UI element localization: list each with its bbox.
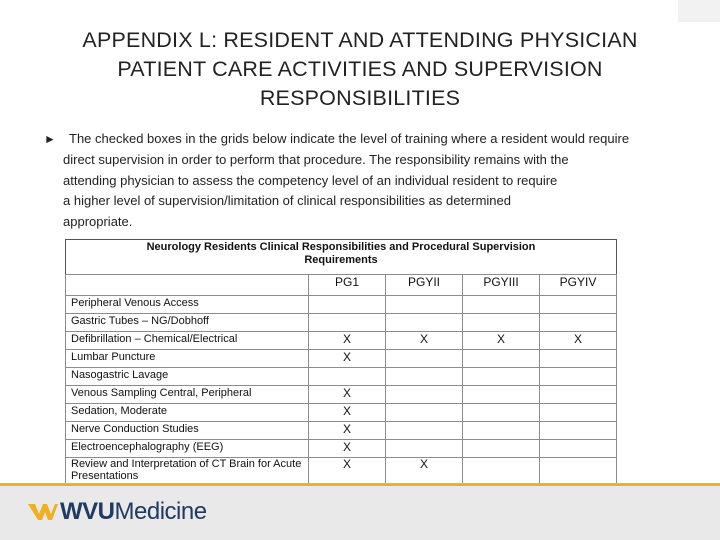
bullet-text-line: direct supervision in order to perform that procedure. The responsibility remains with the bbox=[63, 151, 569, 167]
mark-cell: X bbox=[309, 332, 386, 350]
wvu-medicine-logo bbox=[28, 498, 207, 526]
mark-cell bbox=[540, 314, 617, 332]
mark-cell: X bbox=[309, 350, 386, 368]
mark-cell bbox=[309, 314, 386, 332]
mark-cell: X bbox=[386, 332, 463, 350]
mark-cell bbox=[309, 296, 386, 314]
mark-cell bbox=[540, 296, 617, 314]
table-row bbox=[66, 296, 617, 314]
bullet-text-line: appropriate. bbox=[63, 214, 133, 230]
mark-cell bbox=[540, 404, 617, 422]
mark-cell bbox=[386, 386, 463, 404]
grid-header-row bbox=[66, 275, 617, 296]
mark-cell bbox=[386, 422, 463, 440]
mark-cell bbox=[540, 350, 617, 368]
mark-cell bbox=[386, 368, 463, 386]
header-cell-pgy2: PGYII bbox=[386, 275, 463, 296]
procedure-cell: Venous Sampling Central, Peripheral bbox=[66, 386, 309, 404]
table-row bbox=[66, 368, 617, 386]
footer-accent-band bbox=[0, 483, 720, 486]
mark-cell bbox=[386, 404, 463, 422]
mark-cell bbox=[386, 314, 463, 332]
title-line: APPENDIX L: RESIDENT AND ATTENDING PHYSICIAN bbox=[82, 28, 638, 52]
mark-cell: X bbox=[309, 422, 386, 440]
mark-cell bbox=[386, 296, 463, 314]
bullet-text-line: a higher level of supervision/limitation of clinical responsibilities as determined bbox=[63, 193, 511, 209]
bullet-text-line: attending physician to assess the competency level of an individual resident to require bbox=[63, 172, 558, 188]
page-title bbox=[30, 26, 690, 113]
supervision-grid bbox=[65, 239, 617, 490]
mark-cell: X bbox=[309, 386, 386, 404]
flying-wv-icon bbox=[28, 501, 58, 523]
mark-cell: X bbox=[463, 332, 540, 350]
mark-cell bbox=[463, 296, 540, 314]
bullet-text-line: The checked boxes in the grids below indicate the level of training where a resident would require bbox=[69, 131, 630, 146]
title-line: PATIENT CARE ACTIVITIES AND SUPERVISION bbox=[117, 57, 603, 81]
grid-title bbox=[65, 239, 617, 274]
mark-cell bbox=[386, 350, 463, 368]
procedure-cell: Defibrillation – Chemical/Electrical bbox=[66, 332, 309, 350]
table-row bbox=[66, 386, 617, 404]
mark-cell: X bbox=[309, 458, 386, 490]
mark-cell: X bbox=[309, 440, 386, 458]
header-cell-pgy4: PGYIV bbox=[540, 275, 617, 296]
procedure-cell: Electroencephalography (EEG) bbox=[66, 440, 309, 458]
table-row bbox=[66, 440, 617, 458]
table-row bbox=[66, 332, 617, 350]
bullet-paragraph bbox=[44, 129, 684, 233]
corner-decoration bbox=[678, 0, 720, 22]
mark-cell bbox=[540, 422, 617, 440]
header-cell-pgy3: PGYIII bbox=[463, 275, 540, 296]
mark-cell bbox=[540, 368, 617, 386]
title-line: RESPONSIBILITIES bbox=[259, 86, 461, 110]
grid-table bbox=[65, 274, 617, 490]
mark-cell: X bbox=[309, 404, 386, 422]
procedure-cell: Lumbar Puncture bbox=[66, 350, 309, 368]
procedure-cell: Sedation, Moderate bbox=[66, 404, 309, 422]
procedure-cell: Nasogastric Lavage bbox=[66, 368, 309, 386]
logo-medicine: Medicine bbox=[114, 498, 207, 525]
bullet-arrow-icon: ► bbox=[44, 132, 56, 146]
mark-cell bbox=[463, 440, 540, 458]
footer-bar bbox=[0, 483, 720, 540]
table-row bbox=[66, 404, 617, 422]
mark-cell bbox=[463, 314, 540, 332]
logo-wvu: WVU bbox=[60, 498, 115, 525]
table-row bbox=[66, 350, 617, 368]
mark-cell bbox=[540, 440, 617, 458]
mark-cell bbox=[386, 440, 463, 458]
mark-cell bbox=[463, 422, 540, 440]
header-cell-pg1: PG1 bbox=[309, 275, 386, 296]
mark-cell: X bbox=[540, 332, 617, 350]
grid-title-line: Neurology Residents Clinical Responsibilities and Procedural Supervision bbox=[146, 241, 536, 253]
mark-cell bbox=[463, 386, 540, 404]
procedure-cell: Nerve Conduction Studies bbox=[66, 422, 309, 440]
procedure-cell: Peripheral Venous Access bbox=[66, 296, 309, 314]
table-row bbox=[66, 314, 617, 332]
logo-wordmark bbox=[60, 498, 207, 526]
table-row bbox=[66, 422, 617, 440]
mark-cell bbox=[540, 386, 617, 404]
mark-cell bbox=[463, 368, 540, 386]
header-cell-procedure bbox=[66, 275, 309, 296]
mark-cell bbox=[309, 368, 386, 386]
procedure-cell: Review and Interpretation of CT Brain for Acute Presentations bbox=[66, 458, 309, 490]
mark-cell bbox=[463, 350, 540, 368]
mark-cell bbox=[463, 404, 540, 422]
procedure-cell: Gastric Tubes – NG/Dobhoff bbox=[66, 314, 309, 332]
mark-cell: X bbox=[386, 458, 463, 490]
grid-title-line: Requirements bbox=[304, 253, 378, 266]
